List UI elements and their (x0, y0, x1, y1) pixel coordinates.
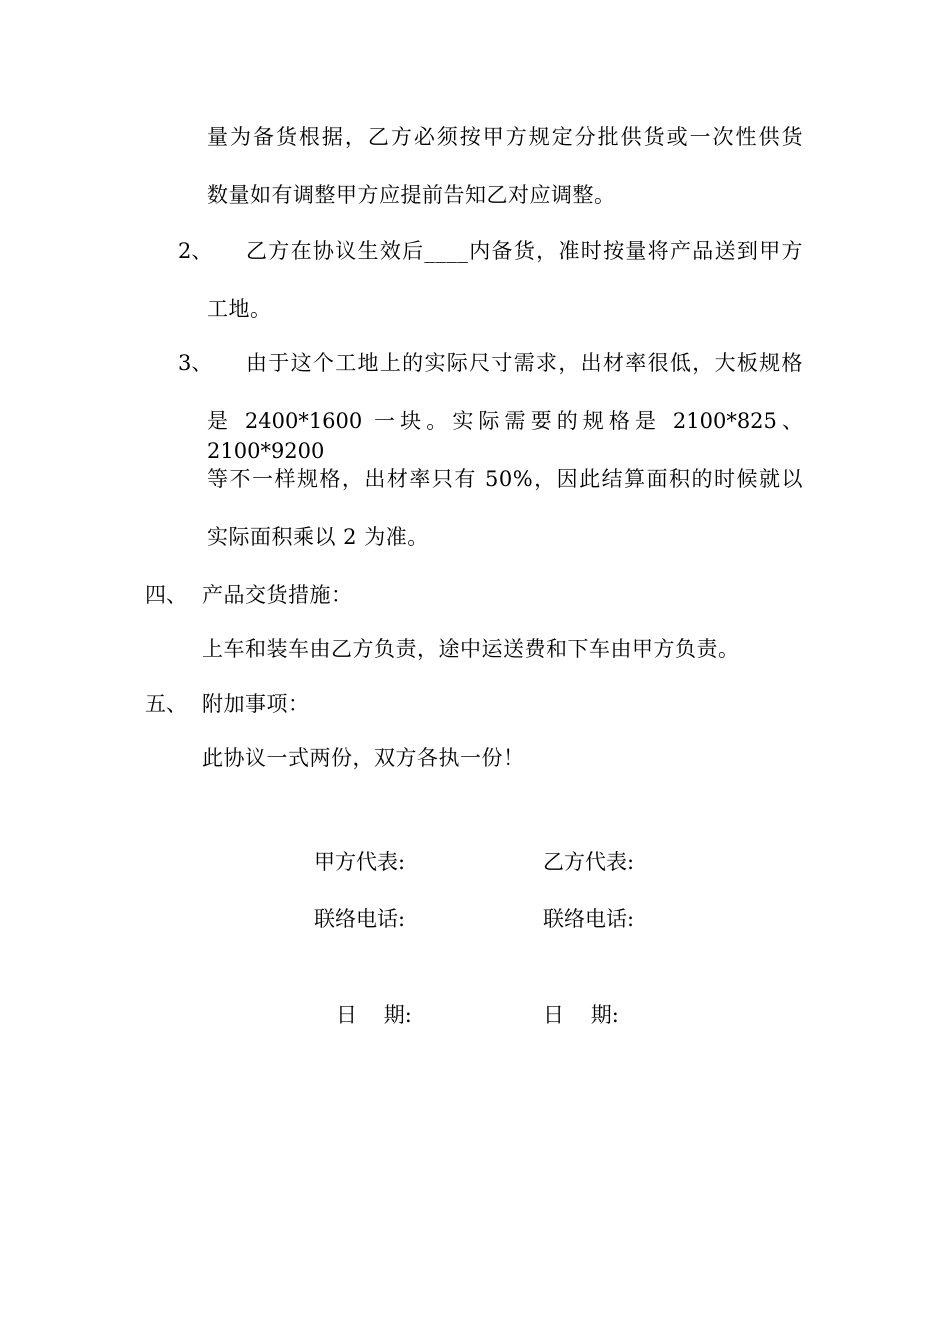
section-5-body: 此协议一式两份，双方各执一份！ (202, 746, 525, 770)
item-2-line-1: 乙方在协议生效后____内备货，准时按量将产品送到甲方 (246, 239, 803, 263)
item-2-line-2: 工地。 (207, 297, 272, 321)
item-3-line-2: 是 2400*1600 一块。实际需要的规格是 2100*825、2100*9200 (207, 409, 803, 463)
party-b-representative-label: 乙方代表: (543, 850, 635, 874)
party-b-phone-label: 联络电话: (543, 907, 635, 931)
section-4-title: 产品交货措施： (202, 583, 353, 607)
item-3-line-1: 由于这个工地上的实际尺寸需求，出材率很低，大板规格 (246, 351, 803, 375)
section-4-number: 四、 (145, 583, 187, 607)
item-3-line-3: 等不一样规格，出材率只有 50%，因此结算面积的时候就以 (207, 467, 803, 491)
section-5-title: 附加事项： (202, 692, 310, 716)
clause-continuation-line-2: 数量如有调整甲方应提前告知乙对应调整。 (207, 183, 616, 207)
party-a-date-label: 日 期: (336, 1003, 412, 1027)
section-5-number: 五、 (145, 692, 187, 716)
clause-continuation-line-1: 量为备货根据，乙方必须按甲方规定分批供货或一次性供货 (207, 125, 803, 149)
section-4-body: 上车和装车由乙方负责，途中运送费和下车由甲方负责。 (202, 637, 740, 661)
item-3-number: 3、 (178, 351, 213, 375)
party-a-phone-label: 联络电话: (314, 907, 406, 931)
party-a-representative-label: 甲方代表: (314, 850, 406, 874)
item-3-line-4: 实际面积乘以 2 为准。 (207, 525, 429, 549)
party-b-date-label: 日 期: (543, 1003, 619, 1027)
item-2-number: 2、 (178, 239, 213, 263)
